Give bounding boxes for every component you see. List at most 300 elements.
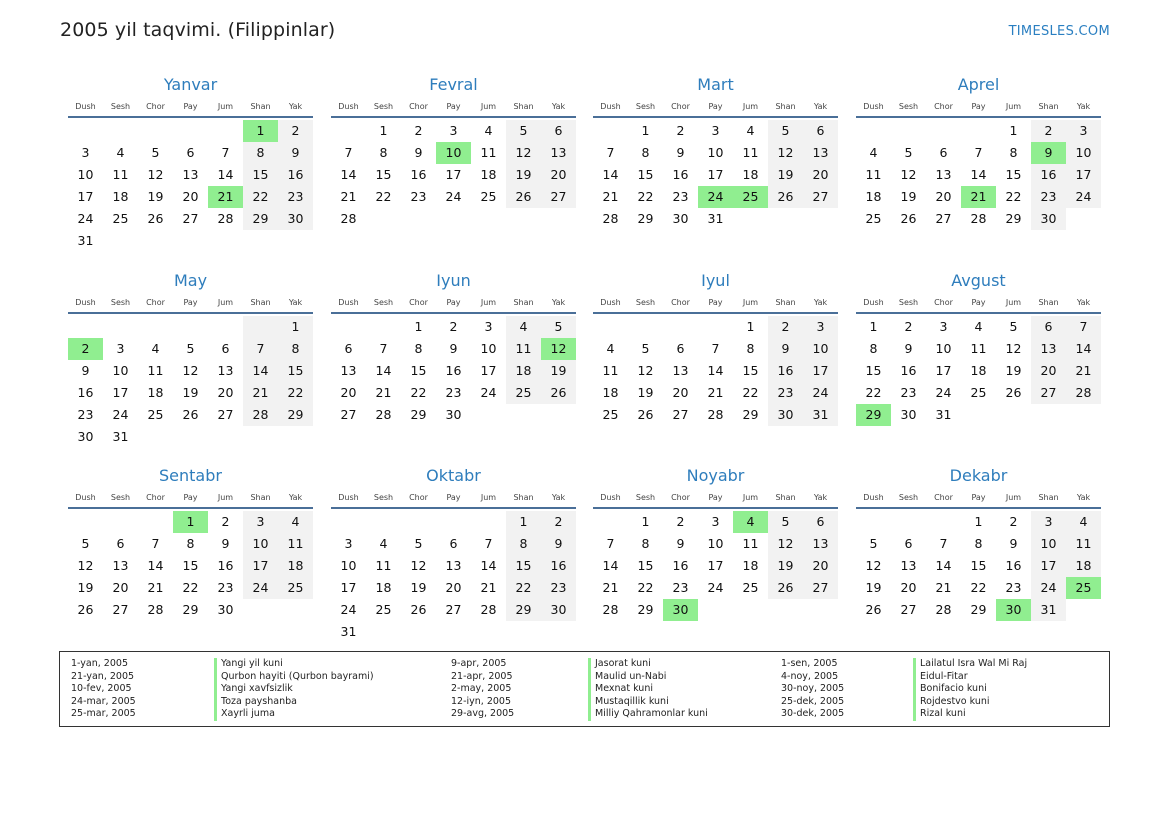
day-cell: 15 — [1005, 167, 1022, 182]
day-cell: 11 — [278, 533, 313, 555]
weekday-label: Chor — [934, 298, 953, 307]
day-cell: 14 — [707, 363, 724, 378]
month-yanvar — [68, 74, 313, 252]
holiday-legend — [59, 651, 1110, 727]
day-cell: 15 — [182, 558, 199, 573]
day-cell: 26 — [768, 577, 803, 599]
legend-names-column — [214, 658, 374, 721]
day-cell: 16 — [672, 558, 689, 573]
weekday-label: Sesh — [635, 493, 656, 502]
day-cell: 16 — [541, 555, 576, 577]
day-cell: 15 — [742, 363, 759, 378]
day-grid — [856, 511, 1101, 621]
day-cell: 20 — [803, 555, 838, 577]
day-cell: 6 — [1031, 316, 1066, 338]
day-cell: 14 — [1066, 338, 1101, 360]
day-grid — [593, 511, 838, 621]
day-cell: 17 — [1031, 555, 1066, 577]
day-cell: 27 — [541, 186, 576, 208]
empty-cell — [243, 316, 278, 338]
weekday-header — [68, 296, 313, 314]
empty-cell — [173, 120, 208, 142]
legend-date: 25-dek, 2005 — [781, 695, 845, 707]
day-cell: 24 — [1031, 577, 1066, 599]
weekday-header — [856, 296, 1101, 314]
day-cell: 22 — [637, 580, 654, 595]
day-cell: 30 — [672, 211, 689, 226]
day-cell: 8 — [243, 142, 278, 164]
legend-date: 25-mar, 2005 — [71, 708, 136, 719]
day-cell: 11 — [970, 341, 987, 356]
day-cell: 21 — [243, 382, 278, 404]
day-cell: 19 — [182, 385, 199, 400]
day-cell: 2 — [904, 319, 913, 334]
day-cell: 6 — [541, 120, 576, 142]
month-title: Dekabr — [949, 466, 1008, 485]
day-cell: 14 — [935, 558, 952, 573]
day-cell: 29 — [182, 602, 199, 617]
day-cell: 29 — [970, 602, 987, 617]
legend-holiday-name: Rojdestvo kuni — [920, 695, 990, 707]
day-cell: 4 — [869, 145, 878, 160]
empty-cell — [856, 120, 891, 142]
day-cell: 22 — [375, 189, 392, 204]
month-title: Mart — [697, 75, 734, 94]
day-cell: 4 — [379, 536, 388, 551]
day-cell: 15 — [410, 363, 427, 378]
weekday-label: Sesh — [373, 298, 394, 307]
weekday-label: Sesh — [898, 102, 919, 111]
day-cell: 23 — [445, 385, 462, 400]
weekday-label: Shan — [775, 102, 796, 111]
month-title: Sentabr — [159, 466, 222, 485]
day-cell: 26 — [637, 407, 654, 422]
day-cell: 2 — [768, 316, 803, 338]
day-cell: 7 — [484, 536, 493, 551]
day-cell: 31 — [77, 233, 94, 248]
day-cell: 5 — [151, 145, 160, 160]
weekday-label: Sesh — [898, 298, 919, 307]
day-grid — [856, 316, 1101, 426]
day-cell: 13 — [182, 167, 199, 182]
day-cell: 30 — [445, 407, 462, 422]
empty-cell — [68, 316, 103, 338]
day-cell: 4 — [151, 341, 160, 356]
weekday-label: Shan — [1038, 298, 1059, 307]
day-cell: 31 — [1031, 599, 1066, 621]
day-cell: 15 — [506, 555, 541, 577]
page-title: 2005 yil taqvimi. (Filippinlar) — [60, 19, 336, 41]
day-cell: 29 — [1005, 211, 1022, 226]
day-cell: 3 — [344, 536, 353, 551]
day-cell: 6 — [449, 536, 458, 551]
month-may — [68, 270, 313, 448]
legend-holiday-name: Toza payshanba — [221, 695, 297, 707]
day-cell: 4 — [746, 123, 755, 138]
day-cell: 16 — [217, 558, 234, 573]
weekday-label: Pay — [971, 298, 986, 307]
day-cell: 2 — [414, 123, 423, 138]
day-cell: 4 — [974, 319, 983, 334]
day-cell: 9 — [449, 341, 458, 356]
empty-cell — [698, 316, 733, 338]
day-cell: 8 — [641, 536, 650, 551]
day-cell: 14 — [970, 167, 987, 182]
day-cell: 13 — [803, 533, 838, 555]
empty-cell — [366, 316, 401, 338]
day-cell: 11 — [112, 167, 129, 182]
day-cell: 30 — [1031, 208, 1066, 230]
empty-cell — [68, 511, 103, 533]
day-cell: 6 — [186, 145, 195, 160]
legend-holiday-name: Mexnat kuni — [595, 683, 653, 694]
day-cell: 8 — [974, 536, 983, 551]
legend-dates-column — [71, 658, 136, 721]
day-grid — [593, 316, 838, 426]
day-cell: 27 — [340, 407, 357, 422]
legend-holiday-name: Milliy Qahramonlar kuni — [595, 708, 708, 719]
day-cell: 25 — [602, 407, 619, 422]
day-cell: 6 — [939, 145, 948, 160]
day-cell: 4 — [278, 511, 313, 533]
day-cell: 19 — [506, 164, 541, 186]
day-cell: 3 — [81, 145, 90, 160]
day-cell: 23 — [672, 189, 689, 204]
day-cell: 3 — [449, 123, 458, 138]
empty-cell — [331, 511, 366, 533]
empty-cell — [593, 511, 628, 533]
weekday-label: Sesh — [110, 493, 131, 502]
day-cell: 12 — [637, 363, 654, 378]
day-cell: 14 — [602, 558, 619, 573]
day-cell: 9 — [81, 363, 90, 378]
day-cell: 24 — [935, 385, 952, 400]
empty-cell — [208, 316, 243, 338]
legend-names-column — [913, 658, 1027, 721]
day-cell: 8 — [278, 338, 313, 360]
day-cell: 20 — [935, 189, 952, 204]
day-cell: 28 — [935, 602, 952, 617]
day-cell: 19 — [147, 189, 164, 204]
legend-dates-column — [781, 658, 844, 721]
day-cell: 22 — [182, 580, 199, 595]
day-cell: 28 — [340, 211, 357, 226]
legend-holiday-name: Yangi xavfsizlik — [221, 683, 293, 694]
day-cell: 8 — [186, 536, 195, 551]
day-cell: 5 — [1009, 319, 1018, 334]
day-cell: 10 — [1031, 533, 1066, 555]
weekday-label: Shan — [775, 493, 796, 502]
day-cell: 19 — [541, 360, 576, 382]
day-cell: 16 — [77, 385, 94, 400]
weekday-label: Yak — [551, 102, 566, 111]
day-cell: 30 — [541, 599, 576, 621]
day-cell: 30 — [900, 407, 917, 422]
weekday-label: Jum — [217, 493, 234, 502]
day-cell: 28 — [707, 407, 724, 422]
day-cell: 7 — [344, 145, 353, 160]
day-cell: 28 — [147, 602, 164, 617]
month-iyun — [331, 270, 576, 426]
day-cell: 13 — [340, 363, 357, 378]
weekday-label: Dush — [75, 298, 96, 307]
day-cell: 24 — [243, 577, 278, 599]
day-cell: 13 — [935, 167, 952, 182]
day-cell: 19 — [900, 189, 917, 204]
day-grid — [331, 316, 576, 426]
day-cell: 19 — [77, 580, 94, 595]
legend-date: 1-sen, 2005 — [781, 658, 838, 669]
day-cell: 7 — [711, 341, 720, 356]
day-cell: 23 — [672, 580, 689, 595]
day-cell: 20 — [112, 580, 129, 595]
day-cell: 16 — [410, 167, 427, 182]
day-cell: 17 — [112, 385, 129, 400]
day-cell: 25 — [742, 580, 759, 595]
weekday-label: Dush — [338, 493, 359, 502]
day-cell: 20 — [803, 164, 838, 186]
weekday-label: Shan — [775, 298, 796, 307]
day-grid — [593, 120, 838, 230]
day-cell: 14 — [375, 363, 392, 378]
day-cell: 17 — [77, 189, 94, 204]
brand-link[interactable]: TIMESLES.COM — [1008, 24, 1110, 39]
day-cell: 9 — [221, 536, 230, 551]
day-cell: 5 — [641, 341, 650, 356]
day-cell: 1 — [1009, 123, 1018, 138]
weekday-label: Shan — [513, 102, 534, 111]
holiday-day: 21 — [961, 186, 996, 208]
day-cell: 1 — [641, 123, 650, 138]
legend-holiday-name: Mustaqillik kuni — [595, 695, 669, 707]
day-cell: 27 — [900, 602, 917, 617]
legend-holiday-name: Maulid un-Nabi — [595, 670, 667, 682]
day-cell: 12 — [506, 142, 541, 164]
weekday-header — [68, 100, 313, 118]
day-cell: 7 — [379, 341, 388, 356]
empty-cell — [891, 120, 926, 142]
empty-cell — [103, 511, 138, 533]
weekday-label: Yak — [551, 298, 566, 307]
day-cell: 27 — [672, 407, 689, 422]
day-cell: 26 — [900, 211, 917, 226]
day-cell: 14 — [243, 360, 278, 382]
weekday-label: Chor — [671, 298, 690, 307]
day-cell: 21 — [935, 580, 952, 595]
day-cell: 21 — [707, 385, 724, 400]
day-cell: 28 — [602, 211, 619, 226]
day-cell: 2 — [449, 319, 458, 334]
day-cell: 28 — [480, 602, 497, 617]
day-cell: 1 — [974, 514, 983, 529]
day-cell: 11 — [506, 338, 541, 360]
month-title: May — [173, 271, 208, 290]
day-grid — [68, 316, 313, 448]
day-cell: 11 — [742, 145, 759, 160]
empty-cell — [436, 511, 471, 533]
day-cell: 1 — [414, 319, 423, 334]
day-cell: 24 — [803, 382, 838, 404]
day-cell: 9 — [414, 145, 423, 160]
day-cell: 25 — [865, 211, 882, 226]
day-grid — [68, 511, 313, 621]
weekday-header — [593, 491, 838, 509]
day-cell: 15 — [637, 167, 654, 182]
day-cell: 26 — [541, 382, 576, 404]
day-cell: 19 — [410, 580, 427, 595]
legend-holiday-name: Eidul-Fitar — [920, 670, 968, 682]
day-cell: 21 — [602, 189, 619, 204]
holiday-day: 1 — [173, 511, 208, 533]
day-cell: 1 — [278, 316, 313, 338]
weekday-header — [856, 491, 1101, 509]
day-cell: 2 — [541, 511, 576, 533]
day-cell: 27 — [112, 602, 129, 617]
holiday-day: 25 — [1066, 577, 1101, 599]
day-cell: 13 — [1031, 338, 1066, 360]
day-cell: 13 — [672, 363, 689, 378]
empty-cell — [856, 511, 891, 533]
weekday-label: Dush — [75, 102, 96, 111]
day-cell: 5 — [541, 316, 576, 338]
day-cell: 17 — [340, 580, 357, 595]
day-cell: 7 — [606, 536, 615, 551]
day-cell: 13 — [217, 363, 234, 378]
day-cell: 9 — [541, 533, 576, 555]
weekday-label: Sesh — [635, 102, 656, 111]
day-cell: 24 — [112, 407, 129, 422]
day-cell: 7 — [221, 145, 230, 160]
day-cell: 6 — [221, 341, 230, 356]
day-cell: 27 — [182, 211, 199, 226]
day-cell: 6 — [904, 536, 913, 551]
month-dekabr — [856, 465, 1101, 621]
day-cell: 9 — [676, 145, 685, 160]
day-cell: 20 — [672, 385, 689, 400]
day-cell: 14 — [480, 558, 497, 573]
day-cell: 1 — [379, 123, 388, 138]
day-cell: 17 — [445, 167, 462, 182]
weekday-label: Pay — [183, 298, 198, 307]
day-cell: 26 — [410, 602, 427, 617]
weekday-label: Yak — [288, 493, 303, 502]
legend-date: 21-yan, 2005 — [71, 670, 135, 682]
day-cell: 18 — [742, 558, 759, 573]
weekday-label: Chor — [146, 298, 165, 307]
day-cell: 18 — [375, 580, 392, 595]
day-cell: 16 — [768, 360, 803, 382]
holiday-day: 25 — [733, 186, 768, 208]
empty-cell — [593, 316, 628, 338]
weekday-label: Shan — [513, 493, 534, 502]
day-cell: 27 — [445, 602, 462, 617]
weekday-header — [856, 100, 1101, 118]
weekday-label: Pay — [183, 493, 198, 502]
day-cell: 22 — [278, 382, 313, 404]
weekday-label: Yak — [1076, 298, 1091, 307]
day-cell: 28 — [970, 211, 987, 226]
day-cell: 19 — [768, 164, 803, 186]
day-cell: 23 — [1005, 580, 1022, 595]
month-title: Yanvar — [163, 75, 218, 94]
empty-cell — [103, 120, 138, 142]
day-cell: 2 — [221, 514, 230, 529]
day-cell: 30 — [217, 602, 234, 617]
weekday-label: Chor — [409, 493, 428, 502]
day-cell: 26 — [865, 602, 882, 617]
day-cell: 8 — [506, 533, 541, 555]
legend-holiday-name: Rizal kuni — [920, 708, 966, 719]
weekday-label: Shan — [1038, 493, 1059, 502]
weekday-label: Jum — [1005, 298, 1022, 307]
day-grid — [856, 120, 1101, 230]
month-title: Noyabr — [686, 466, 745, 485]
weekday-label: Shan — [513, 298, 534, 307]
day-cell: 3 — [484, 319, 493, 334]
day-cell: 22 — [506, 577, 541, 599]
day-cell: 3 — [711, 514, 720, 529]
day-cell: 27 — [1031, 382, 1066, 404]
day-cell: 6 — [116, 536, 125, 551]
weekday-header — [331, 491, 576, 509]
weekday-label: Sesh — [110, 298, 131, 307]
day-cell: 20 — [900, 580, 917, 595]
day-cell: 29 — [637, 602, 654, 617]
day-cell: 12 — [182, 363, 199, 378]
weekday-label: Pay — [183, 102, 198, 111]
day-cell: 11 — [602, 363, 619, 378]
day-cell: 31 — [340, 624, 357, 639]
weekday-label: Dush — [863, 102, 884, 111]
day-cell: 22 — [410, 385, 427, 400]
day-cell: 7 — [939, 536, 948, 551]
day-cell: 12 — [768, 142, 803, 164]
weekday-label: Yak — [551, 493, 566, 502]
day-cell: 2 — [1031, 120, 1066, 142]
day-cell: 25 — [506, 382, 541, 404]
day-cell: 17 — [935, 363, 952, 378]
holiday-day: 24 — [698, 186, 733, 208]
legend-date: 2-may, 2005 — [451, 683, 512, 694]
day-cell: 18 — [742, 167, 759, 182]
day-cell: 25 — [480, 189, 497, 204]
weekday-label: Yak — [813, 298, 828, 307]
day-cell: 17 — [1066, 164, 1101, 186]
legend-holiday-name: Xayrli juma — [221, 708, 275, 719]
day-cell: 17 — [480, 363, 497, 378]
month-fevral — [331, 74, 576, 230]
empty-cell — [331, 316, 366, 338]
day-cell: 23 — [217, 580, 234, 595]
weekday-label: Shan — [1038, 102, 1059, 111]
day-cell: 22 — [243, 186, 278, 208]
day-cell: 21 — [602, 580, 619, 595]
day-cell: 12 — [147, 167, 164, 182]
day-cell: 14 — [217, 167, 234, 182]
day-cell: 10 — [243, 533, 278, 555]
day-cell: 29 — [637, 211, 654, 226]
day-cell: 11 — [375, 558, 392, 573]
weekday-header — [68, 491, 313, 509]
day-cell: 11 — [147, 363, 164, 378]
day-cell: 5 — [506, 120, 541, 142]
day-cell: 3 — [939, 319, 948, 334]
day-cell: 8 — [641, 145, 650, 160]
day-cell: 10 — [707, 536, 724, 551]
day-cell: 31 — [803, 404, 838, 426]
day-cell: 6 — [344, 341, 353, 356]
day-cell: 18 — [602, 385, 619, 400]
